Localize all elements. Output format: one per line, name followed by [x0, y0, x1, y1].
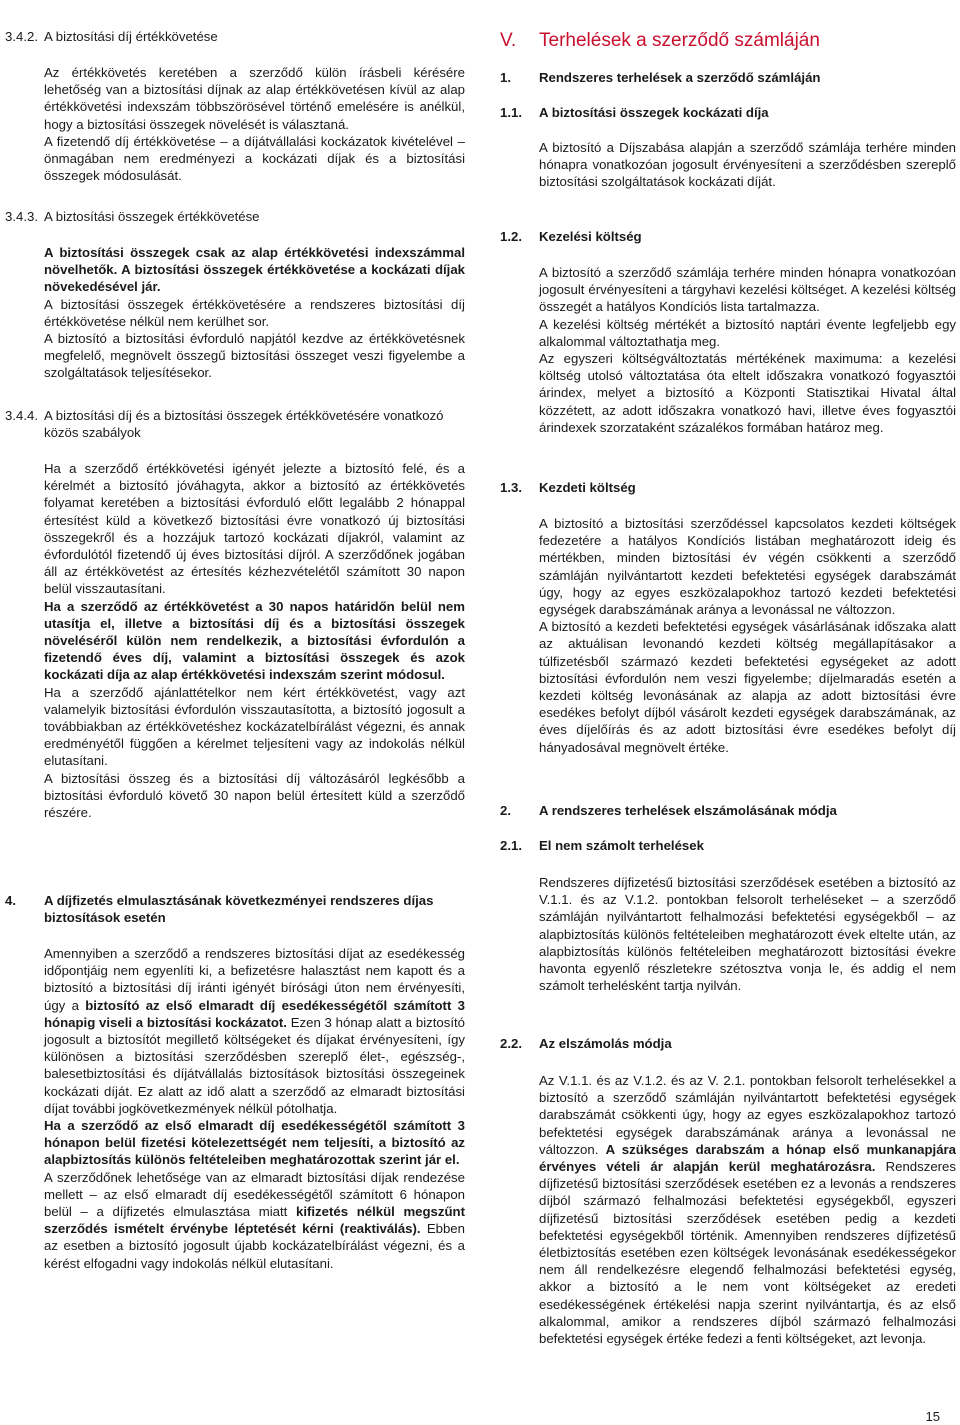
- paragraph: A biztosítási összeg és a biztosítási díj változásáról legkésőbb a biztosítási évforduló követő 30 napon belül értesített küld a szerződő részére.: [44, 770, 465, 821]
- paragraph: A biztosító a kezdeti befektetési egységek vásárlásának időszaka alatt az aktuálisan levonandó kezdeti költség megállapításakor a túlfizetésből származó kezdeti befektetési egységeket az adott biztosítási évfordulón nem veszi figyelembe; díjelmaradás esetén a kezdeti költség levonásának az alapja az adott biztosítási évre esedékes befolyt díjból vásárolt kezdeti egységek darabszámának, az éves díjelőírás és az adott biztosítási évre esedékes befolyt díj hányadosával megnövelt értéke.: [539, 619, 956, 755]
- paragraph: A biztosítási összegek értékkövetésére a rendszeres biztosítási díj értékkövetése nélkül nem kerülhet sor.: [44, 296, 465, 329]
- paragraph: Ha a szerződő értékkövetési igényét jelezte a biztosító felé, és a kérelmét a biztosító jóváhagyta, akkor a biztosító az értékkövetés folyamat keretében a biztosítási évforduló előtt legalább 2 hónappal értesítést küld a következő biztosítási évre vonatkozó új biztosítási összegekről és a hozzájuk tartozó kockázati díjakról, valamint az évfordulótól fizetendő új éves biztosítási díjról. A szerződőnek jogában áll az értékkövetést az értesítés kézhezvételétől számított 30 napon belül visszautasítani.: [44, 461, 465, 597]
- heading-number: 4.: [5, 893, 16, 908]
- heading-3-4-3: [5, 208, 465, 225]
- paragraph: [539, 1072, 956, 1347]
- paragraph: A biztosító a Díjszabása alapján a szerződő számlája terhére minden hónapra vonatkozóan jogosult érvényesíteni a szerződésben szereplő biztosítási szolgáltatások kockázati díját.: [539, 140, 956, 190]
- heading-1-3: [500, 479, 956, 496]
- section-body: [500, 515, 956, 756]
- heading-title: Rendszeres terhelések a szerződő számláján: [539, 70, 821, 85]
- heading-title: A díjfizetés elmulasztásának következményei rendszeres díjas biztosítások esetén: [44, 893, 434, 926]
- paragraph: Az értékkövetés keretében a szerződő külön írásbeli kérésére lehetőség van a biztosítási díjnak az alap értékkövetésen kívül az alap értékkövetési indexszám többszörösével történő emelésére is anélkül, hogy a biztosítási összegek növelését is választaná.: [44, 65, 465, 132]
- section-body: [500, 264, 956, 436]
- heading-title: A rendszeres terhelések elszámolásának módja: [539, 803, 837, 818]
- paragraph: A biztosító a szerződő számlája terhére minden hónapra vonatkozóan jogosult érvényesíteni a tárgyhavi kezelési költséget. A kezelési költség összegét a hatályos Kondíciós lista tartalmazza.: [539, 265, 956, 315]
- text-run: Ezen 3 hónap alatt a biztosító jogosult a biztosítót megillető költségeket és díjakat érvényesíteni, így különösen a biztosítási szerződésben szereplő élet-, egészség-, balesetbiztosítási és díjátvállalás biztosítások biztosítási összegeinek kockázati díját. Ez alatt az idő alatt a szerződő az elmaradt biztosítási díjat további jogkövetkezmények nélkül pótolhatja.: [44, 1014, 465, 1116]
- heading-number: 2.2.: [500, 1036, 522, 1051]
- heading-number: 1.2.: [500, 229, 522, 244]
- text-run: Az V.1.1. és az V.1.2. és az V. 2.1. pontokban felsorolt terhelésekkel a biztosító a szerződő számláján nyilvántartott befektetési egységek darabszámát csökkenti úgy, hogy az egyes eszközalapokhoz tartozó befektetési egységek darabszámának aránya a levonással ne változzon.: [539, 1073, 956, 1157]
- paragraph: A fizetendő díj értékkövetése – a díjátvállalási kockázatok kivételével – önmagában nem eredményezi a kockázati díjak és a biztosítási összegek módosulását.: [44, 133, 465, 184]
- paragraph: Rendszeres díjfizetésű biztosítási szerződések esetében a biztosító az V.1.1. és az V.1.2. pontokban felsorolt terheléseket – a szerződő számláján nyilvántartott felhalmozási befektetési egységekből – az alapbiztosítás különös feltételeiben meghatározott évek eltelte után, az alapbiztosítás különös feltételeiben meghatározott biztosítási évekre havonta egyenlő részletekre szétosztva vonja le, és addig el nem számolt terhelésként tartja nyilván.: [539, 875, 956, 994]
- text-run: Ebben az esetben a biztosító jogosult újabb kockázatelbírálást végezni, és a kérést elfogadni vagy indokolás nélkül elutasítani.: [44, 1221, 465, 1271]
- section-body: [5, 460, 465, 821]
- section-body: [5, 64, 465, 184]
- section-body: [500, 874, 956, 994]
- paragraph: A biztosító a biztosítási évforduló napjától kezdve az értékkövetésnek megfelelő, megnövelt összegű biztosítási összeget veszi figyelembe a szolgáltatások teljesítésekor.: [44, 331, 465, 381]
- heading-number: 2.1.: [500, 838, 522, 853]
- section-number: V.: [500, 30, 517, 51]
- heading-title: Az elszámolás módja: [539, 1036, 672, 1051]
- paragraph: [44, 1169, 465, 1272]
- paragraph: A biztosító a biztosítási szerződéssel kapcsolatos kezdeti költségek fedezetére a hatályos Kondíciós listában meghatározott ideig és mértékben, minden biztosítási év végén csökkenti a szerződő számláján nyilvántartott kezdeti befektetési egységek darabszámát úgy, hogy az egyes eszközalapokhoz tartozó kezdeti befektetési egységek darabszámának aránya a levonással ne változzon.: [539, 516, 956, 618]
- heading-3-4-2: [5, 28, 465, 45]
- text-run: Amennyiben a szerződő a rendszeres biztosítási díjat az esedékesség időpontjáig nem egyenlíti ki, a befizetésre halasztást nem kapott és a biztosító a biztosítási díj iránti igényét bírósági úton nem érvényesíti, úgy a: [44, 946, 465, 1013]
- heading-title: A biztosítási díj és a biztosítási összegek értékkövetésére vonatkozó közös szabályok: [44, 408, 444, 441]
- heading-1-2: [500, 228, 956, 245]
- heading-number: 1.3.: [500, 480, 522, 495]
- heading-3-4-4: [5, 407, 465, 441]
- section-body: [5, 945, 465, 1272]
- heading-title: Kezdeti költség: [539, 480, 636, 495]
- paragraph-bold: Ha a szerződő az értékkövetést a 30 napos határidőn belül nem utasítja el, illetve a biztosítási díj és a biztosítási összegek növeléséről külön nem rendelkezik, a biztosítási évfordulón a fizetendő éves díj, valamint a biztosítási összegek és azok kockázati díja az alap értékkövetési indexszám szerint módosul.: [44, 598, 465, 683]
- heading-2-1: [500, 837, 956, 854]
- heading-4: [5, 892, 465, 926]
- section-title: Terhelések a szerződő számláján: [539, 30, 820, 51]
- heading-title: A biztosítási összegek kockázati díja: [539, 105, 769, 120]
- heading-title: El nem számolt terhelések: [539, 838, 704, 853]
- heading-title: A biztosítási díj értékkövetése: [44, 29, 218, 44]
- heading-number: 1.: [500, 70, 511, 85]
- section-heading-v: [500, 30, 956, 52]
- paragraph: Az egyszeri költségváltoztatás mértékének maximuma: a kezelési költség utolsó változtatása óta eltelt időszakra vonatkozó fogyasztói árindex, melyet a biztosító a Központi Statisztikai Hivatal által közzétett, az adott időszakra vonatkozó havi, illetve éves fogyasztói árindexek szorzataként százalékos formában határoz meg.: [539, 351, 956, 435]
- text-run-bold: kifizetés nélkül megszűnt szerződés ismételt érvénybe léptetését kérni (reaktiválás).: [44, 1204, 465, 1237]
- heading-1-1: [500, 104, 956, 121]
- paragraph: [44, 945, 465, 1117]
- paragraph: A kezelési költség mértékét a biztosító naptári évente legfeljebb egy alkalommal változtathatja meg.: [539, 316, 956, 349]
- heading-number: 3.4.2.: [5, 29, 38, 44]
- text-run-bold: biztosító az első elmaradt díj esedékességétől számított 3 hónapig viseli a biztosítási kockázatot.: [44, 997, 465, 1030]
- paragraph-bold: Ha a szerződő az első elmaradt díj esedékességétől számított 3 hónapon belül fizetési kötelezettségét nem teljesíti, a biztosító az alapbiztosítás különös feltételeiben meghatározottak szerint jár el.: [44, 1118, 465, 1168]
- heading-1: [500, 69, 956, 86]
- section-body: [500, 139, 956, 191]
- page-number: 15: [925, 1409, 940, 1424]
- section-body: [5, 244, 465, 382]
- heading-number: 2.: [500, 803, 511, 818]
- section-body: [500, 1072, 956, 1347]
- text-run: Rendszeres díjfizetésű biztosítási szerződések esetében ez a levonás a rendszeres díjból származó felhalmozási befektetési egységekből, egyszeri díjfizetésű biztosítási szerződések esetében pedig a kezdeti befektetési egységekből történik. Amennyiben rendszeres díjfizetésű életbiztosítás esetében ezen költségek levonásának esedékességekor nem áll rendelkezésre elegendő felhalmozási befektetési egység, akkor a biztosító a le nem vont költségeket az eredeti esedékességének értékelési napja szerint nyilvántartja, és az első alkalommal, amikor a rendszeres díjból származó felhalmozási befektetési egységek értéke fedezi a fenti költségeket, azt levonja.: [539, 1159, 956, 1347]
- text-run: A szerződőnek lehetősége van az elmaradt biztosítási díjak rendezése mellett – az első elmaradt díj esedékességétől számított 6 hónapon belül – a díjfizetés elmulasztása miatt: [44, 1169, 465, 1220]
- heading-title: A biztosítási összegek értékkövetése: [44, 209, 260, 224]
- heading-title: Kezelési költség: [539, 229, 642, 244]
- heading-number: 3.4.4.: [5, 408, 38, 423]
- heading-number: 1.1.: [500, 105, 522, 120]
- heading-number: 3.4.3.: [5, 209, 38, 224]
- heading-2-2: [500, 1035, 956, 1052]
- text-run-bold: A szükséges darabszám a hónap első munkanapjára érvényes vételi ár alapján kerül meghatározásra.: [539, 1141, 956, 1175]
- paragraph: Ha a szerződő ajánlattételkor nem kért értékkövetést, vagy azt valamelyik biztosítási évfordulón visszautasította, a biztosító jogosult a továbbiakban az értékkövetéshez kockázatelbírálást végezni, és annak eredményétől függően a kérelmet teljesíteni vagy az indokolás nélkül elutasítani.: [44, 684, 465, 769]
- paragraph-bold: A biztosítási összegek csak az alap értékkövetési indexszámmal növelhetők. A biztosítási összegek értékkövetése a kockázati díjak növekedésével jár.: [44, 245, 465, 295]
- heading-2: [500, 802, 956, 819]
